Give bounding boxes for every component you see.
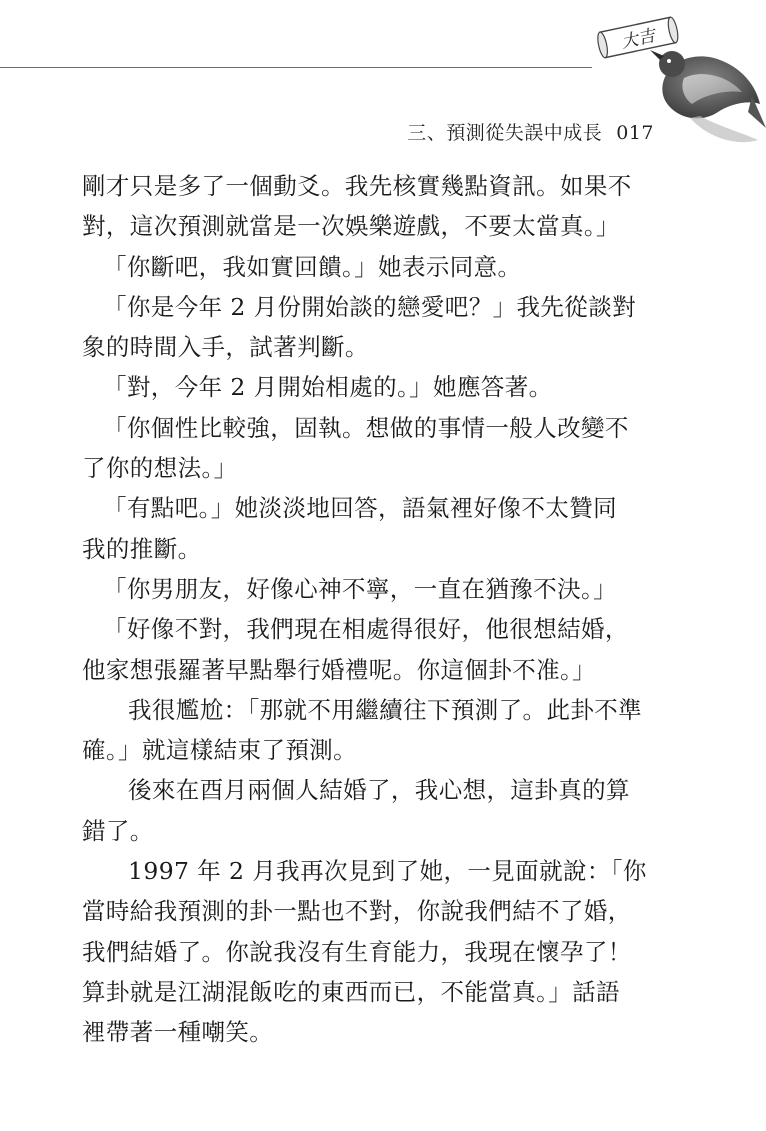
scroll-text: 大吉 — [619, 26, 657, 53]
text-line: 他家想張羅著早點舉行婚禮呢。你這個卦不准。」 — [82, 655, 597, 684]
text-line: 我的推斷。 — [82, 534, 202, 563]
header-rule — [0, 67, 592, 68]
text-line: 了你的想法。」 — [82, 454, 238, 483]
text-line: 對，這次預測就當是一次娛樂遊戲，不要太當真。」 — [82, 212, 620, 241]
text-line: 1997 年 2 月我再次見到了她，一見面就說：「你 — [128, 857, 647, 886]
text-line: 確。」就這樣結束了預測。 — [82, 736, 358, 765]
text-line: 「你斷吧，我如實回饋。」她表示同意。 — [103, 252, 522, 281]
text-line: 當時給我預測的卦一點也不對，你說我們結不了婚， — [82, 897, 632, 926]
text-line: 「有點吧。」她淡淡地回答，語氣裡好像不太贊同 — [103, 494, 618, 523]
text-line: 「你個性比較強，固執。想做的事情一般人改變不 — [103, 413, 629, 442]
text-line: 「對，今年 2 月開始相處的。」她應答著。 — [103, 373, 553, 402]
page-number: 017 — [616, 122, 654, 144]
running-head — [407, 118, 654, 145]
section-title: 三、預測從失誤中成長 — [407, 122, 603, 144]
text-line: 錯了。 — [82, 816, 154, 845]
text-line: 「你男朋友，好像心神不寧，一直在猶豫不決。」 — [103, 574, 618, 603]
text-line: 算卦就是江湖混飯吃的東西而已，不能當真。」話語 — [82, 977, 620, 1006]
text-line: 裡帶著一種嘲笑。 — [82, 1018, 274, 1047]
text-line: 「你是今年 2 月份開始談的戀愛吧？」我先從談對 — [103, 292, 636, 321]
text-line: 象的時間入手，試著判斷。 — [82, 333, 369, 362]
text-line: 後來在酉月兩個人結婚了，我心想，這卦真的算 — [128, 776, 630, 805]
text-line: 我們結婚了。你說我沒有生育能力，我現在懷孕了！ — [82, 937, 632, 966]
body-text — [82, 166, 662, 1053]
text-line: 剛才只是多了一個動爻。我先核實幾點資訊。如果不 — [82, 172, 632, 200]
text-line: 我很尷尬：「那就不用繼續往下預測了。此卦不準 — [128, 695, 643, 724]
text-line: 「好像不對，我們現在相處得很好，他很想結婚， — [103, 615, 629, 644]
